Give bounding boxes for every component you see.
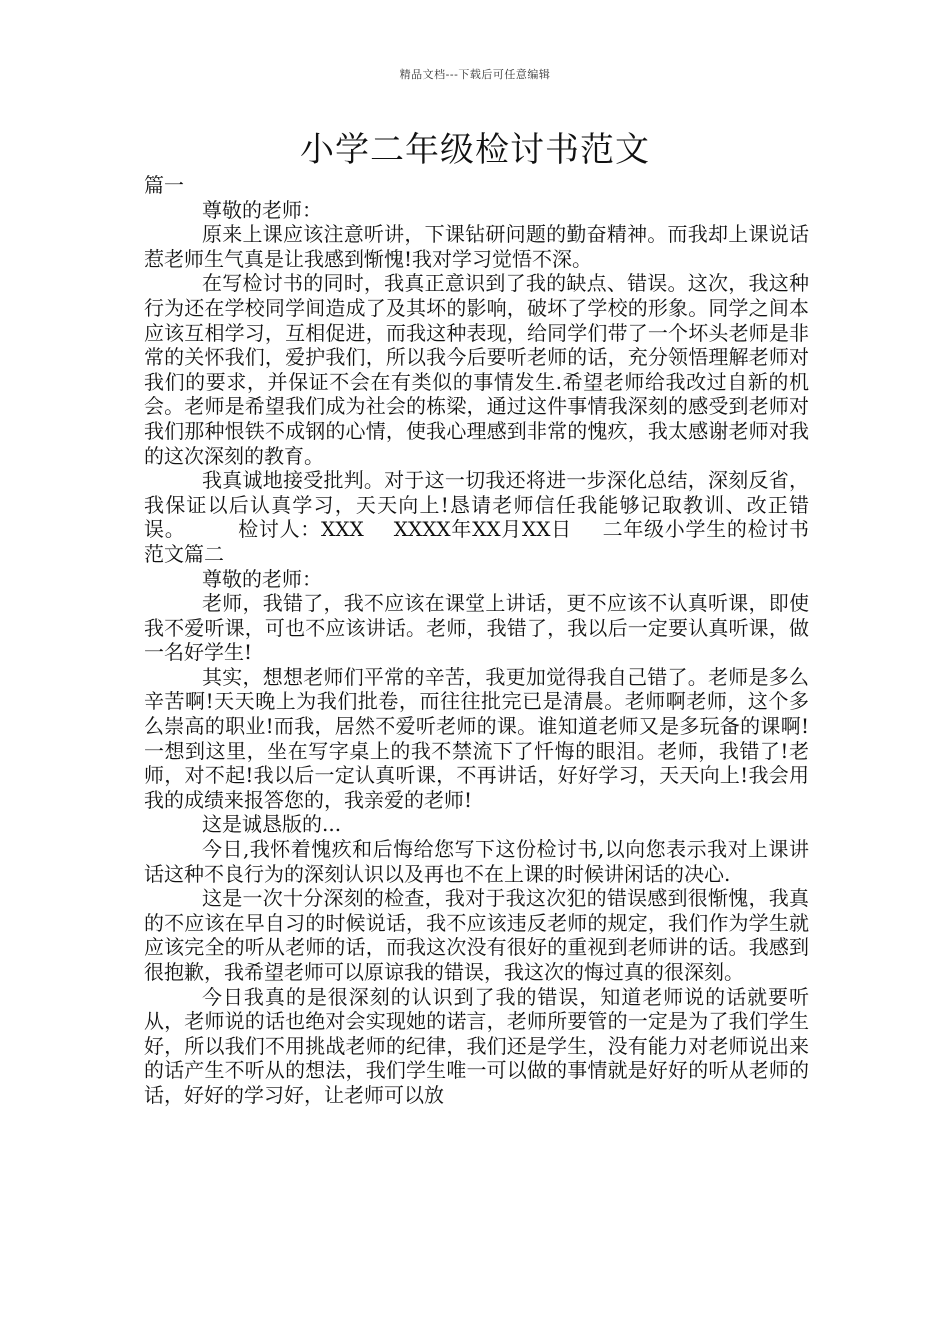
paragraph-text: 我真诚地接受批判。对于这一切我还将进一步深化总结，深刻反省，我保证以后认真学习，天天向上!恳请老师信任我能够记取教训、改正错误。 (144, 468, 809, 542)
signature: 检讨人：XXX (237, 517, 364, 542)
paragraph: 原来上课应该注意听讲，下课钻研问题的勤奋精神。而我却上课说话惹老师生气真是让我感到惭愧!我对学习觉悟不深。 (144, 222, 809, 271)
paragraph: 今日,我怀着愧疚和后悔给您写下这份检讨书,以向您表示我对上课讲话这种不良行为的深刻认识以及再也不在上课的时候讲闲话的决心. (144, 837, 809, 886)
document-title: 小学二年级检讨书范文 (300, 130, 650, 170)
paragraph: 这是一次十分深刻的检查，我对于我这次犯的错误感到很惭愧，我真的不应该在早自习的时候说话，我不应该违反老师的规定，我们作为学生就应该完全的听从老师的话，而我这次没有很好的重视到老师讲的话。我感到很抱歉，我希望老师可以原谅我的错误，我这次的悔过真的很深刻。 (144, 886, 809, 984)
paragraph: 老师，我错了，我不应该在课堂上讲话，更不应该不认真听课，即使我不爱听课，可也不应该讲话。老师，我错了，我以后一定要认真听课，做一名好学生! (144, 591, 809, 665)
header-note: 精品文档---下载后可任意编辑 (399, 68, 551, 81)
section-heading: 二年级小学生的检讨书范文篇二 (144, 517, 810, 566)
section-label: 篇一 (144, 173, 184, 197)
document-body (144, 173, 809, 1108)
salutation: 尊敬的老师： (202, 197, 322, 222)
paragraph-with-signature (144, 468, 809, 566)
paragraph: 这是诚恳版的... (202, 812, 342, 837)
paragraph: 其实，想想老师们平常的辛苦，我更加觉得我自己错了。老师是多么辛苦啊!天天晚上为我们批卷，而往往批完已是清晨。老师啊老师，这个多么崇高的职业!而我，居然不爱听老师的课。谁知道老师又是多玩备的课啊!一想到这里，坐在写字桌上的我不禁流下了忏悔的眼泪。老师，我错了!老师，对不起!我以后一定认真听课，不再讲话，好好学习，天天向上!我会用我的成绩来报答您的，我亲爱的老师! (144, 664, 809, 812)
paragraph: 今日我真的是很深刻的认识到了我的错误，知道老师说的话就要听从，老师说的话也绝对会实现她的诺言，老师所要管的一定是为了我们学生好，所以我们不用挑战老师的纪律，我们还是学生，没有能力对老师说出来的话产生不听从的想法，我们学生唯一可以做的事情就是好好的听从老师的话，好好的学习好，让老师可以放 (144, 984, 809, 1107)
salutation: 尊敬的老师： (202, 566, 322, 591)
paragraph: 在写检讨书的同时，我真正意识到了我的缺点、错误。这次，我这种行为还在学校同学间造成了及其坏的影响，破坏了学校的形象。同学之间本应该互相学习，互相促进，而我这种表现，给同学们带了一个坏头老师是非常的关怀我们，爱护我们，所以我今后要听老师的话，充分领悟理解老师对我们的要求，并保证不会在有类似的事情发生.希望老师给我改过自新的机会。老师是希望我们成为社会的栋梁，通过这件事情我深刻的感受到老师对我们那种恨铁不成钢的心情，使我心理感到非常的愧疚，我太感谢老师对我的这次深刻的教育。 (144, 271, 809, 468)
signature-date: XXXX年XX月XX日 (393, 517, 572, 542)
